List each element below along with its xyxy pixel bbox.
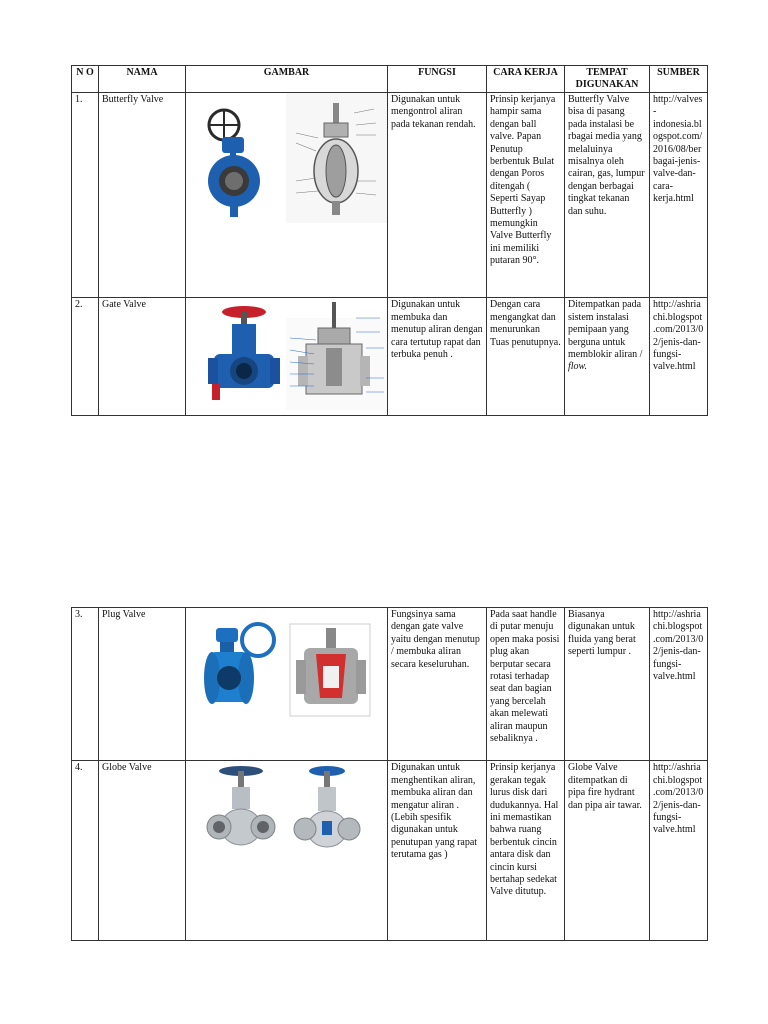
- row-nama: Butterfly Valve: [99, 93, 186, 298]
- row-no: 4.: [72, 761, 99, 940]
- gate-valve-photo-icon: [208, 306, 280, 400]
- table-row: [72, 93, 708, 298]
- plug-valve-images: [186, 608, 388, 756]
- row-cara-kerja: Prinsip kerjanya gerakan tegak lurus disk dari dudukannya. Hal ini memastikan bahwa ruang berbentuk cincin antara disk dan cincin kursi bertahap sedekat Valve ditutup.: [487, 761, 565, 940]
- plug-valve-photo-icon: [204, 624, 274, 704]
- row-tempat: Globe Valve ditempatkan di pipa fire hydrant dan pipa air tawar.: [565, 761, 650, 940]
- header-nama: NAMA: [99, 66, 186, 93]
- plug-valve-cutaway-icon: [290, 624, 370, 716]
- row-gambar: [186, 608, 388, 761]
- header-sumber: SUMBER: [650, 66, 708, 93]
- row-nama: Plug Valve: [99, 608, 186, 761]
- row-no: 1.: [72, 93, 99, 298]
- gate-valve-images: [186, 298, 388, 410]
- row-fungsi: Digunakan untuk mengontrol aliran pada tekanan rendah.: [388, 93, 487, 298]
- row-gambar: [186, 93, 388, 298]
- globe-valve-images: [186, 761, 388, 935]
- table-header-row: [72, 66, 708, 93]
- table-row: [72, 298, 708, 415]
- row-fungsi: Digunakan untuk menghentikan aliran, membuka aliran dan mengatur aliran . (Lebih spesifik digunakan untuk penutupan yang rapat terutama gas ): [388, 761, 487, 940]
- row-gambar: [186, 298, 388, 415]
- row-cara-kerja: Prinsip kerjanya hampir sama dengan ball valve. Papan Penutup berbentuk Bulat dengan Poros ditengah ( Seperti Sayap Butterfly ) memungkin Valve Butterfly ini memiliki putaran 90°.: [487, 93, 565, 298]
- row-tempat: Butterfly Valve bisa di pasang pada instalasi be rbagai media yang melaluinya misalnya oleh cairan, gas, lumpur dengan berbagai tingkat tekanan dan suhu.: [565, 93, 650, 298]
- row-sumber: http://ashriachi.blogspot.com/2013/02/jenis-dan-fungsi-valve.html: [650, 298, 708, 415]
- table-row: [72, 761, 708, 940]
- header-fungsi: FUNGSI: [388, 66, 487, 93]
- header-gambar: GAMBAR: [186, 66, 388, 93]
- row-tempat: [565, 298, 650, 415]
- row-nama: Gate Valve: [99, 298, 186, 415]
- row-fungsi: Digunakan untuk membuka dan menutup aliran dengan cara tertutup rapat dan terbuka penuh .: [388, 298, 487, 415]
- row-no: 2.: [72, 298, 99, 415]
- row-no: 3.: [72, 608, 99, 761]
- header-tempat: TEMPAT DIGUNAKAN: [565, 66, 650, 93]
- row-tempat-text: Ditempatkan pada sistem instalasi pemipaan yang berguna untuk memblokir aliran /: [568, 299, 643, 361]
- row-cara-kerja: Pada saat handle di putar menuju open maka posisi plug akan berputar secara rotasi terhadap seat dan bagian yang bercelah akan melewati aliran maupun sebaliknya .: [487, 608, 565, 761]
- butterfly-valve-diagram-icon: [286, 93, 388, 223]
- valve-table-page-1: [71, 65, 708, 416]
- globe-valve-photo-icon: [207, 766, 275, 845]
- butterfly-valve-images: [186, 93, 388, 293]
- valve-table-page-2: [71, 607, 708, 941]
- row-fungsi: Fungsinya sama dengan gate valve yaitu dengan menutup / membuka aliran secara keseluruhan.: [388, 608, 487, 761]
- row-gambar: [186, 761, 388, 940]
- row-tempat: Biasanya digunakan untuk fluida yang berat seperti lumpur .: [565, 608, 650, 761]
- gate-valve-cutaway-icon: [286, 302, 388, 410]
- row-sumber: http://ashriachi.blogspot.com/2013/02/jenis-dan-fungsi-valve.html: [650, 608, 708, 761]
- row-cara-kerja: Dengan cara mengangkat dan menurunkan Tuas penutupnya.: [487, 298, 565, 415]
- globe-valve-photo-2-icon: [294, 766, 360, 847]
- header-cara-kerja: CARA KERJA: [487, 66, 565, 93]
- row-tempat-italic: flow.: [568, 361, 587, 373]
- row-nama: Globe Valve: [99, 761, 186, 940]
- butterfly-valve-photo-icon: [208, 110, 260, 217]
- row-sumber: http://ashriachi.blogspot.com/2013/02/jenis-dan-fungsi-valve.html: [650, 761, 708, 940]
- row-sumber: http://valves-indonesia.blogspot.com/2016/08/berbagai-jenis-valve-dan-cara-kerja.html: [650, 93, 708, 298]
- header-no: N O: [72, 66, 99, 93]
- table-row: [72, 608, 708, 761]
